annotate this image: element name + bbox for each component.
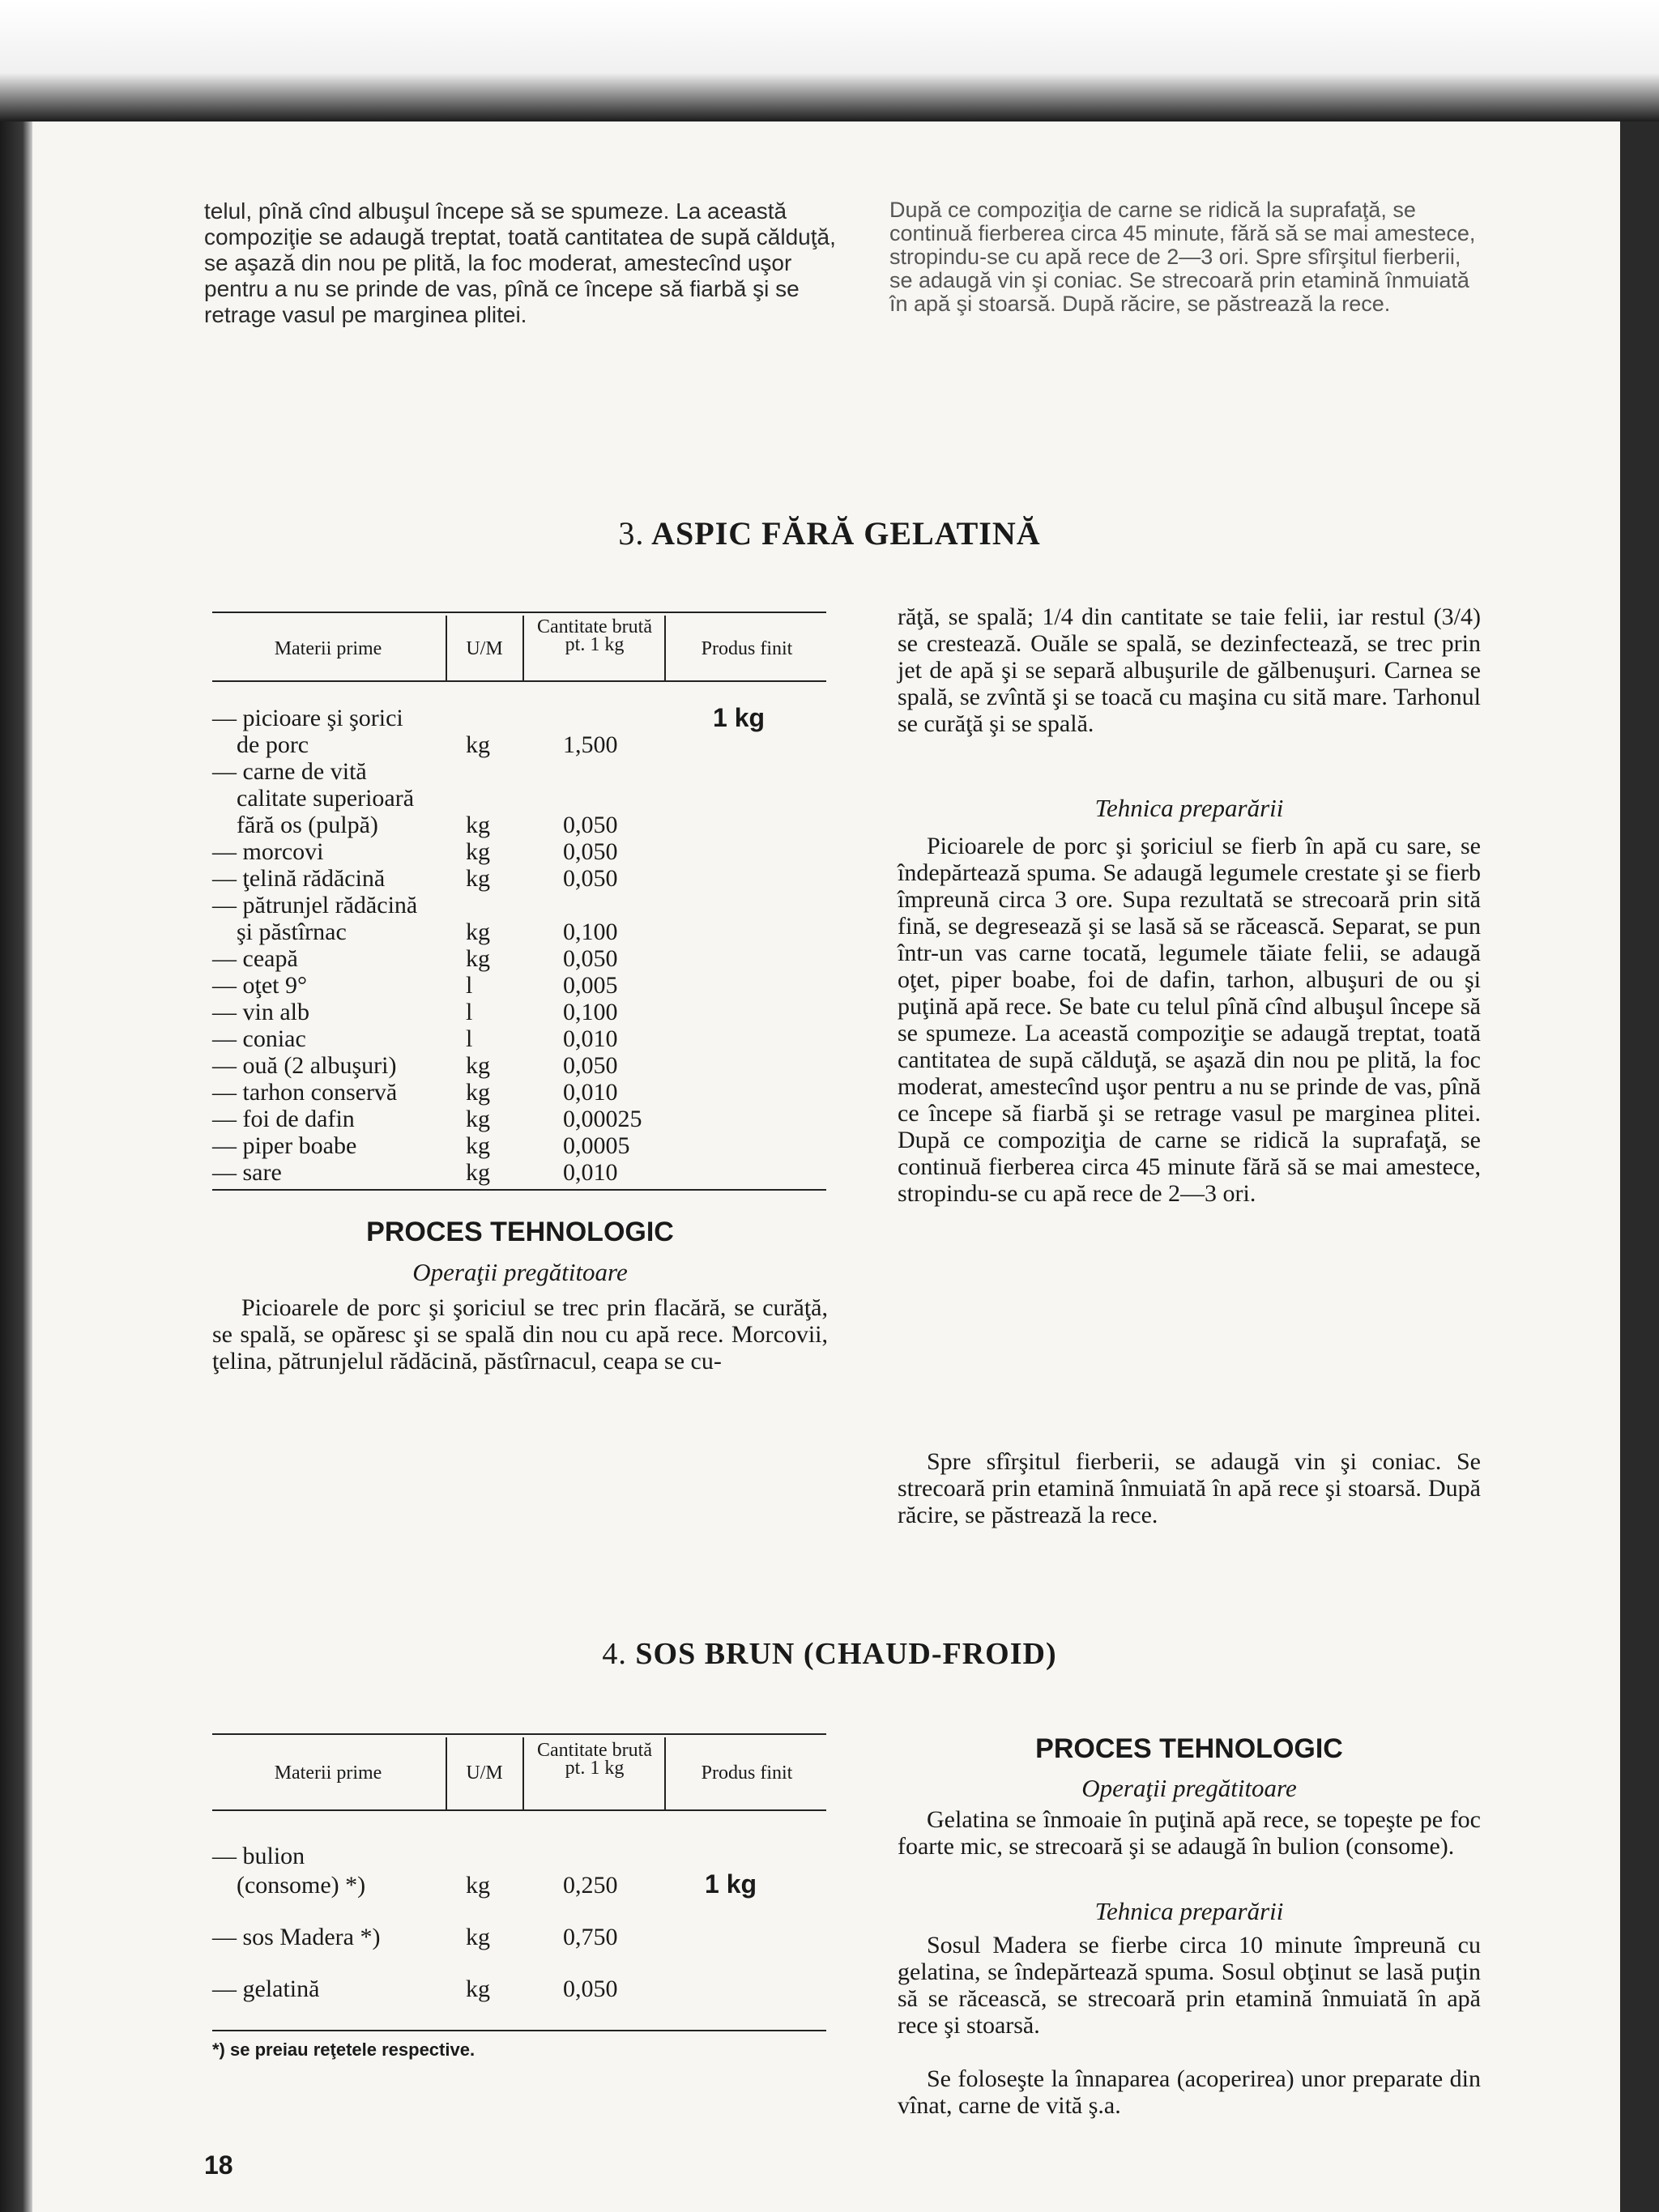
t4-row-quantity: 0,750 — [563, 1924, 618, 1950]
table4-header-materials: Materii prime — [274, 1762, 382, 1784]
t4-row-label: — gelatină — [212, 1975, 320, 2002]
table4-footnote: *) se preiau reţetele respective. — [212, 2039, 476, 2060]
table3-header-rule — [212, 680, 826, 682]
t3-row-label: calitate superioară — [212, 785, 415, 812]
t3-row-quantity: 0,050 — [563, 838, 618, 865]
t3-row-label: — vin alb — [212, 999, 309, 1025]
t4-row-quantity: 0,050 — [563, 1975, 618, 2002]
book-spine — [0, 121, 32, 2212]
t3-row-label: — sare — [212, 1159, 282, 1186]
recipe3-number: 3. — [618, 515, 645, 552]
t4-row-label: — bulion — [212, 1843, 305, 1869]
t3-row-label: — morcovi — [212, 838, 324, 865]
t3-row-quantity: 0,050 — [563, 865, 618, 892]
t3-row-unit: l — [466, 972, 473, 999]
t3-row-unit: kg — [466, 1079, 490, 1106]
t3-row-label: — carne de vită — [212, 758, 367, 785]
t4-row-unit: kg — [466, 1924, 490, 1950]
table3-top-rule — [212, 612, 826, 613]
recipe4-heading — [0, 1636, 1659, 1672]
t3-row-label: — ţelină rădăcină — [212, 865, 386, 892]
table3-header-quantity: Cantitate brută pt. 1 kg — [537, 616, 652, 655]
t3-row-unit: kg — [466, 945, 490, 972]
top-left-paragraph: telul, pînă cînd albuşul începe să se spumeze. La această compoziţie se adaugă treptat, toată cantitatea de supă călduţă, se aşază din nou pe plită, la foc moderat, amestecînd uşor pentru a nu se prinde de vas, pînă ce începe să fiarbă şi se retrage vasul pe marginea plitei. — [204, 198, 836, 327]
t3-row-label: — picioare şi şorici — [212, 705, 403, 731]
t3-row-quantity: 0,100 — [563, 999, 618, 1025]
t3-row-label: — coniac — [212, 1025, 306, 1052]
recipe3-prep-heading: Operaţii pregătitoare — [412, 1258, 628, 1286]
table4-header-rule — [212, 1809, 826, 1811]
t3-row-quantity: 0,010 — [563, 1159, 618, 1186]
t3-row-unit: kg — [466, 1052, 490, 1079]
table4-header-quantity: Cantitate brută pt. 1 kg — [537, 1740, 652, 1779]
t3-row-label: de porc — [212, 731, 309, 758]
t4-row-unit: kg — [466, 1872, 490, 1899]
t3-row-label: — piper boabe — [212, 1132, 357, 1159]
t3-row-label: — oţet 9° — [212, 972, 307, 999]
table4-top-rule — [212, 1733, 826, 1735]
recipe3-prep-text: Picioarele de porc şi şoriciul se trec prin flacără, se curăţă, se spală, se opăresc şi se spală din nou cu apă rece. Morcovii, ţelina, pătrunjelul rădăcină, păstîrnacul, ceapa se cu- — [212, 1294, 828, 1375]
recipe4-process-heading: PROCES TEHNOLOGIC — [1035, 1733, 1343, 1764]
t3-row-quantity: 0,010 — [563, 1025, 618, 1052]
t4-row-label: — sos Madera *) — [212, 1924, 381, 1950]
t3-row-unit: l — [466, 1025, 473, 1052]
table4-header-unit: U/M — [466, 1762, 503, 1784]
table4-bottom-rule — [212, 2030, 826, 2031]
table4-header-product: Produs finit — [701, 1762, 793, 1784]
t3-row-label: fără os (pulpă) — [212, 812, 378, 838]
recipe4-tech-heading: Tehnica preparării — [1094, 1897, 1284, 1925]
t3-row-unit: kg — [466, 1106, 490, 1132]
t4-row-label: (consome) *) — [212, 1872, 366, 1899]
t3-row-quantity: 0,050 — [563, 812, 618, 838]
t4-row-quantity: 0,250 — [563, 1872, 618, 1899]
table3-product-value: 1 kg — [713, 703, 766, 732]
recipe4-prep-text: Gelatina se înmoaie în puţină apă rece, se topeşte pe foc foarte mic, se strecoară şi se adaugă în bulion (consome). — [898, 1806, 1481, 1860]
top-right-paragraph: După ce compoziţia de carne se ridică la suprafaţă, se continuă fierberea circa 45 minute, fără să se mai amestece, stropindu-se cu apă rece de 2—3 ori. Spre sfîrşitul fierberii, se adaugă vin şi coniac. Se strecoară prin etamină înmuiată în apă şi stoarsă. După răcire, se păstrează la rece. — [889, 198, 1476, 316]
table3-divider — [522, 616, 524, 680]
recipe4-prep-heading: Operaţii pregătitoare — [1081, 1774, 1297, 1802]
recipe3-prep-continued: răţă, se spală; 1/4 din cantitate se taie felii, iar restul (3/4) se crestează. Ouăle se spală, se dezinfectează, se trec prin jet de apă şi se separă albuşurile de gălbenuşuri. Carnea se spală, se zvîntă şi se toacă cu maşina cu sită mare. Tarhonul se curăţă şi se spală. — [898, 603, 1481, 737]
t3-row-unit: kg — [466, 812, 490, 838]
t3-row-label: — pătrunjel rădăcină — [212, 892, 418, 918]
t3-row-quantity: 0,050 — [563, 1052, 618, 1079]
recipe4-number: 4. — [602, 1637, 627, 1671]
recipe4-title: SOS BRUN (CHAUD-FROID) — [635, 1637, 1057, 1671]
recipe4-tech-text: Sosul Madera se fierbe circa 10 minute împreună cu gelatina, se îndepărtează spuma. Sosul obţinut se lasă puţin să se răcească, se strecoară prin etamină înmuiată în apă rece şi stoarsă. — [898, 1932, 1481, 2039]
t3-row-quantity: 0,005 — [563, 972, 618, 999]
t3-row-quantity: 0,0005 — [563, 1132, 630, 1159]
t3-row-quantity: 1,500 — [563, 731, 618, 758]
t3-row-unit: kg — [466, 918, 490, 945]
recipe3-heading — [0, 514, 1659, 552]
t3-row-quantity: 0,010 — [563, 1079, 618, 1106]
t3-row-label: şi păstîrnac — [212, 918, 347, 945]
t3-row-unit: kg — [466, 838, 490, 865]
page-number: 18 — [204, 2150, 233, 2180]
table3-header-unit: U/M — [466, 638, 503, 659]
t3-row-quantity: 0,100 — [563, 918, 618, 945]
t3-row-label: — ouă (2 albuşuri) — [212, 1052, 397, 1079]
table4-divider — [522, 1737, 524, 1809]
table3-bottom-rule — [212, 1189, 826, 1191]
t4-row-unit: kg — [466, 1975, 490, 2002]
t3-row-quantity: 0,050 — [563, 945, 618, 972]
scan-top-edge — [0, 0, 1659, 121]
t3-row-quantity: 0,00025 — [563, 1106, 642, 1132]
t3-row-unit: kg — [466, 865, 490, 892]
t3-row-unit: kg — [466, 731, 490, 758]
recipe3-tech-heading: Tehnica preparării — [1094, 794, 1284, 822]
t3-row-unit: kg — [466, 1159, 490, 1186]
table3-header-product: Produs finit — [701, 638, 793, 659]
recipe3-tech-text: Picioarele de porc şi şoriciul se fierb în apă cu sare, se îndepărtează spuma. Se adaugă legumele crestate şi se fierb împreună circa 3 ore. Supa rezultată se strecoară prin sită fină, se degresează şi se lasă să se răcească. Separat, se pun într-un vas carne tocată, legumele tăiate felii, se adaugă oţet, piper boabe, foi de dafin, tarhon, albuşuri de ou şi puţină apă rece. Se bate cu telul pînă cînd albuşul începe să se spumeze. La această compoziţie se adaugă treptat, toată cantitatea de supă călduţă, se aşază din nou pe plită, la foc moderat, amestecînd uşor pentru a nu se prinde de vas, pînă ce începe să fiarbă şi se retrage vasul pe marginea plitei. După ce compoziţia de carne se ridică la suprafaţă, se continuă fierberea circa 45 minute fără să se mai amestece, stropindu-se cu apă rece de 2—3 ori. — [898, 833, 1481, 1207]
t3-row-label: — ceapă — [212, 945, 298, 972]
t3-row-unit: l — [466, 999, 473, 1025]
recipe3-title: ASPIC FĂRĂ GELATINĂ — [651, 515, 1041, 552]
table4-product-value: 1 kg — [705, 1869, 757, 1899]
recipe4-tech-text-2: Se foloseşte la înnaparea (acoperirea) unor preparate din vînat, carne de vită ş.a. — [898, 2065, 1481, 2119]
table3-header-materials: Materii prime — [274, 638, 382, 659]
t3-row-unit: kg — [466, 1132, 490, 1159]
t3-row-label: — foi de dafin — [212, 1106, 355, 1132]
t3-row-label: — tarhon conservă — [212, 1079, 398, 1106]
recipe3-tech-text-2: Spre sfîrşitul fierberii, se adaugă vin şi coniac. Se strecoară prin etamină înmuiată în apă rece şi stoarsă. După răcire, se păstrează la rece. — [898, 1448, 1481, 1528]
recipe3-process-heading: PROCES TEHNOLOGIC — [366, 1217, 674, 1247]
